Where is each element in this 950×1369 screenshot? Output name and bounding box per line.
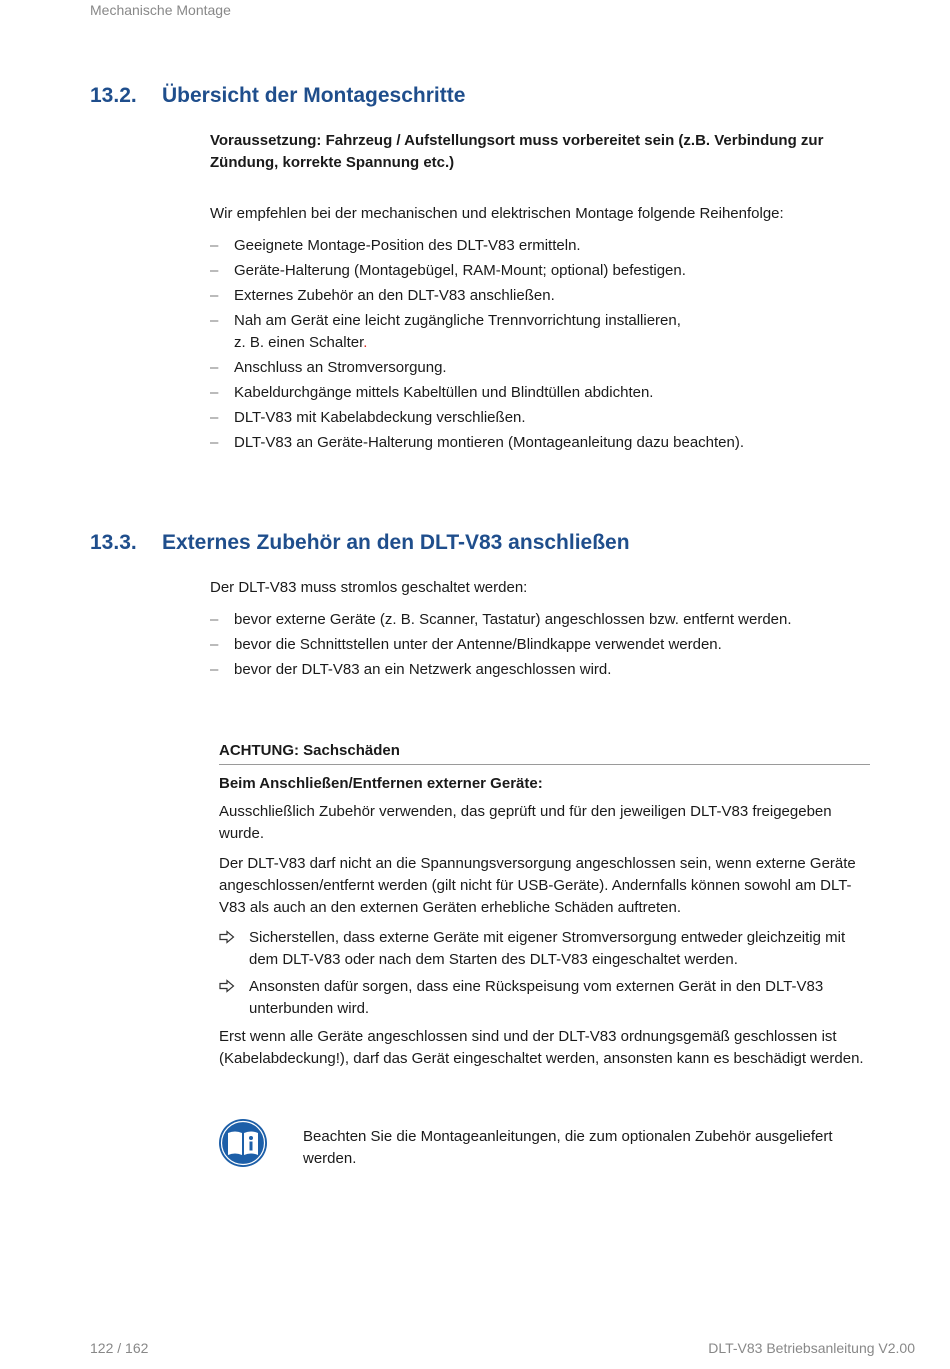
action-arrow-icon — [219, 979, 235, 993]
running-header: Mechanische Montage — [90, 2, 231, 18]
warning-subtitle: Beim Anschließen/Entfernen externer Geräte: — [219, 775, 543, 792]
steps-list — [210, 235, 870, 457]
list-item-line2: z. B. einen Schalter — [234, 334, 364, 351]
section-heading-13-2 — [90, 84, 465, 108]
warning-title: ACHTUNG: Sachschäden — [219, 740, 870, 765]
section-number: 13.2. — [90, 84, 137, 107]
info-note-text: Beachten Sie die Montageanleitungen, die zum optionalen Zubehör ausgeliefert werden. — [303, 1128, 833, 1167]
list-item: – Geräte-Halterung (Montagebügel, RAM-Mount; optional) befestigen. — [210, 260, 870, 282]
manual-info-icon — [218, 1118, 268, 1168]
steps-intro: Wir empfehlen bei der mechanischen und elektrischen Montage folgende Reihenfolge: — [210, 205, 784, 222]
warning-box — [219, 740, 870, 1078]
prerequisite-text: Voraussetzung: Fahrzeug / Aufstellungsort muss vorbereitet sein (z.B. Verbindung zur Zündung, korrekte Spannung etc.) — [210, 132, 824, 171]
list-item: – bevor externe Geräte (z. B. Scanner, Tastatur) angeschlossen bzw. entfernt werden. — [210, 609, 870, 631]
list-item: – DLT-V83 mit Kabelabdeckung verschließen. — [210, 407, 870, 429]
list-item-line1: Nah am Gerät eine leicht zugängliche Trennvorrichtung installieren, — [234, 312, 681, 329]
page-number: 122 / 162 — [90, 1340, 149, 1356]
list-item: – bevor der DLT-V83 an ein Netzwerk angeschlossen wird. — [210, 659, 870, 681]
section-heading-13-3 — [90, 531, 630, 555]
list-item: – Kabeldurchgänge mittels Kabeltüllen und Blindtüllen abdichten. — [210, 382, 870, 404]
action-text: Ansonsten dafür sorgen, dass eine Rückspeisung vom externen Gerät in den DLT-V83 unterbunden wird. — [249, 978, 824, 1017]
list-item: – DLT-V83 an Geräte-Halterung montieren (Montageanleitung dazu beachten). — [210, 432, 870, 454]
list-item-red-period: . — [363, 334, 368, 351]
list-item — [210, 310, 870, 354]
list-item: – Externes Zubehör an den DLT-V83 anschließen. — [210, 285, 870, 307]
warning-paragraph: Ausschließlich Zubehör verwenden, das geprüft und für den jeweiligen DLT-V83 freigegeben wurde. — [219, 803, 832, 842]
list-item: – bevor die Schnittstellen unter der Antenne/Blindkappe verwendet werden. — [210, 634, 870, 656]
action-item — [219, 927, 870, 971]
list-item: – Geeignete Montage-Position des DLT-V83 ermitteln. — [210, 235, 870, 257]
section-title: Externes Zubehör an den DLT-V83 anschließen — [162, 531, 630, 554]
list-item: – Anschluss an Stromversorgung. — [210, 357, 870, 379]
warning-paragraph: Erst wenn alle Geräte angeschlossen sind und der DLT-V83 ordnungsgemäß geschlossen ist (Kabelabdeckung!), darf das Gerät eingeschaltet werden, ansonsten kann es beschädigt werden. — [219, 1028, 864, 1067]
warning-paragraph: Der DLT-V83 darf nicht an die Spannungsversorgung angeschlossen sein, wenn externe Geräte angeschlossen/entfernt werden (gilt nicht für USB-Geräte). Andernfalls können sowohl am DLT-V83 als auch an den externen Geräten erhebliche Schäden auftreten. — [219, 855, 856, 916]
section-number: 13.3. — [90, 531, 137, 554]
action-arrow-icon — [219, 930, 235, 944]
power-off-list — [210, 609, 870, 684]
action-text: Sicherstellen, dass externe Geräte mit eigener Stromversorgung entweder gleichzeitig mit dem DLT-V83 oder nach dem Starten des DLT-V83 eingeschaltet werden. — [249, 929, 846, 968]
power-off-intro: Der DLT-V83 muss stromlos geschaltet werden: — [210, 579, 528, 596]
action-item — [219, 976, 870, 1020]
document-title: DLT-V83 Betriebsanleitung V2.00 — [708, 1340, 915, 1356]
section-title: Übersicht der Montageschritte — [162, 84, 466, 107]
